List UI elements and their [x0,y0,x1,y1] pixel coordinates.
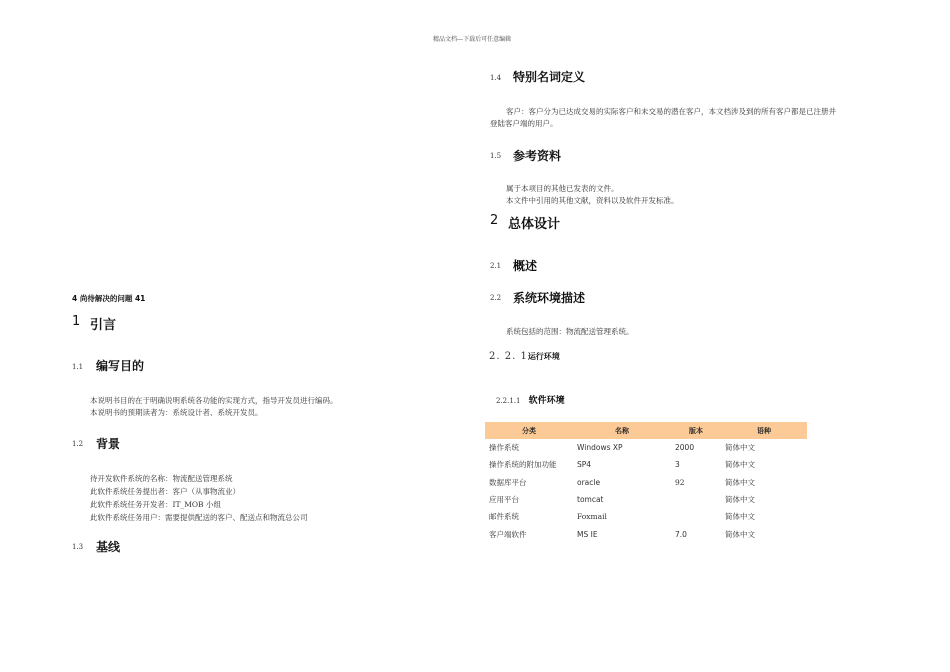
section-1-4-body [490,106,836,130]
table-row [485,508,807,525]
section-2-2-number: 2.2 [490,294,502,302]
cell-version [671,508,721,525]
paragraph-line: 本说明书目的在于明确说明系统各功能的实现方式，指导开发员进行编码。 [90,396,338,405]
cell-category: 数据库平台 [489,477,527,487]
section-2-2-1-1-number: 2.2.1.1 [496,397,521,405]
section-2-1-title: 概述 [513,259,538,273]
cell-version: 7.0 [675,529,687,539]
cell-language: 简体中文 [725,477,755,487]
section-2-2-1-heading [489,344,560,363]
section-1-5-title: 参考资料 [513,149,562,163]
cell-name: MS IE [577,529,598,539]
cell-version: 2000 [675,443,695,453]
section-1-number: 1 [72,314,81,329]
section-2-2-1-number: 2. 2. 1 [489,351,528,362]
cell-name: tomcat [577,495,604,505]
section-1-5-body [506,183,679,207]
table-row [485,456,807,473]
cell-category: 客户端软件 [489,529,527,539]
cell-name: Foxmail [577,512,607,522]
section-1-title: 引言 [90,318,117,333]
section-1-1-number: 1.1 [72,363,84,371]
cell-language: 简体中文 [725,512,755,522]
paragraph-line: 属于本项目的其他已发表的文件。 [506,184,619,193]
paragraph-line: 此软件系统任务开发者：IT_MOB 小组 [90,500,221,509]
cell-category: 操作系统 [489,443,519,453]
cell-version [671,491,721,508]
table-header-row [485,422,807,439]
paragraph-line: 此软件系统任务用户：需要提供配送的客户、配送点和物流总公司 [90,513,308,522]
column-header-category: 分类 [485,422,573,439]
section-1-2-title: 背景 [96,437,121,451]
column-header-name: 名称 [573,422,671,439]
section-2-2-title: 系统环境描述 [513,291,586,305]
cell-version: 92 [675,477,685,487]
software-environment-table [485,422,807,543]
page-header: 精品文档---下载后可任意编辑 [433,36,512,43]
section-1-3-title: 基线 [96,540,121,554]
cell-name: oracle [577,477,601,487]
section-1-1-body [90,395,338,419]
paragraph-line: 此软件系统任务提出者：客户（从事物流业） [90,487,240,496]
cell-name: Windows XP [577,443,623,453]
cell-language: 简体中文 [725,529,755,539]
section-1-4-number: 1.4 [490,74,502,82]
cell-language: 简体中文 [725,495,755,505]
section-1-1-title: 编写目的 [96,359,145,373]
section-1-2-body [90,472,308,524]
section-1-3-number: 1.3 [72,543,84,551]
section-1-5-number: 1.5 [490,152,502,160]
section-1-4-title: 特别名词定义 [513,70,586,84]
cell-category: 邮件系统 [489,512,519,522]
section-2-2-1-1-heading [496,388,565,407]
cell-category: 应用平台 [489,495,519,505]
section-2-title: 总体设计 [508,217,561,232]
paragraph-line: 待开发软件系统的名称：物流配送管理系统 [90,474,233,483]
section-2-2-1-title: 运行环境 [527,352,560,361]
cell-version: 3 [675,460,680,470]
cell-name: SP4 [577,460,592,470]
table-row [485,525,807,542]
table-row [485,474,807,491]
section-2-number: 2 [490,213,499,228]
cell-language: 简体中文 [725,443,755,453]
paragraph-line: 本说明书的预期读者为：系统设计者、系统开发员。 [90,408,263,417]
toc-line: 4 尚待解决的问题 41 [72,294,146,303]
paragraph-line: 客户：客户分为已达成交易的实际客户和未交易的潜在客户，本文档涉及到的所有客户都是已注册并 [506,107,836,116]
table-row [485,439,807,456]
section-2-1-number: 2.1 [490,262,502,270]
paragraph-line: 本文件中引用的其他文献，资料以及软件开发标准。 [506,196,679,205]
cell-language: 简体中文 [725,460,755,470]
paragraph-line: 系统包括的范围：物流配送管理系统。 [506,327,634,336]
table-row [485,491,807,508]
section-2-2-body [506,326,634,338]
section-1-2-number: 1.2 [72,440,84,448]
column-header-version: 版本 [671,422,721,439]
section-2-2-1-1-title: 软件环境 [528,396,565,406]
cell-category: 操作系统的附加功能 [489,460,557,470]
column-header-language: 语种 [721,422,807,439]
paragraph-line: 登陆客户端的用户。 [490,119,558,128]
